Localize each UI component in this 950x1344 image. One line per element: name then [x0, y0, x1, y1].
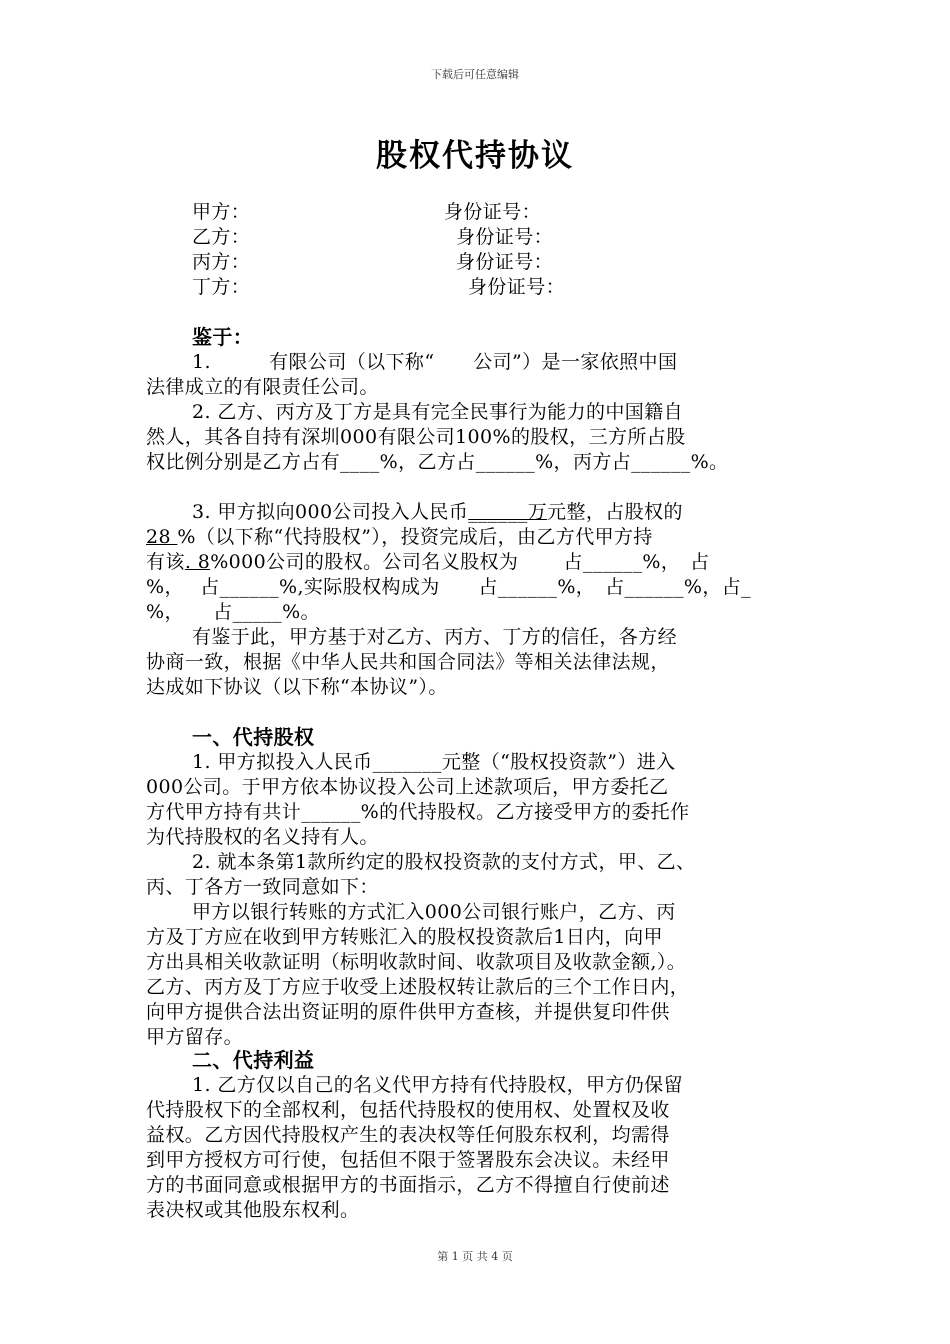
blank-field: _	[741, 576, 752, 598]
section2-c1-line: 到甲方授权方可行使，包括但不限于签署股东会决议。未经甲	[146, 1149, 670, 1171]
text-run: %。	[282, 601, 320, 623]
whereas-p4-line: 达成如下协议（以下称“本协议”）。	[146, 676, 448, 698]
section1-c2-line: 2. 就本条第1款所约定的股权投资款的支付方式，甲、乙、	[192, 851, 696, 873]
whereas-p2-line: 然人，其各自持有深圳000有限公司100%的股权，三方所占股	[146, 426, 686, 448]
whereas-p2-line: 2. 乙方、丙方及丁方是具有完全民事行为能力的中国籍自	[192, 401, 683, 423]
blank-field: ______	[582, 551, 643, 573]
section1-c2-body-line: 向甲方提供合法出资证明的原件供甲方查核，并提供复印件供	[146, 1001, 670, 1023]
whereas-p3-line	[192, 500, 683, 525]
section1-c1-line: 为代持股权的名义持有人。	[146, 826, 379, 848]
section-heading-equity: 一、代持股权	[192, 725, 315, 749]
blank-field: ______	[301, 801, 361, 823]
text-run: %，乙方占	[379, 451, 476, 473]
section1-c2-body-line: 甲方留存。	[146, 1026, 244, 1048]
percent-field: 28	[146, 526, 178, 548]
section1-c2-body-line: 方及丁方应在收到甲方转账汇入的股权投资款后1日内，向甲	[146, 926, 663, 948]
section-heading-interests: 二、代持利益	[192, 1048, 315, 1072]
whereas-p1-line: 1. 有限公司（以下称“ 公司”）是一家依照中国	[192, 351, 678, 373]
section1-c2-body-line: 方出具相关收款证明（标明收款时间、收款项目及收款金额,）。	[146, 951, 687, 973]
whereas-p4-line: 有鉴于此，甲方基于对乙方、丙方、丁方的信任，各方经	[192, 626, 678, 648]
whereas-p4-line: 协商一致，根据《中华人民共和国合同法》等相关法律法规，	[146, 651, 670, 673]
whereas-p3-line	[146, 600, 320, 625]
text-run: 3. 甲方拟向000公司投入人民币	[192, 501, 469, 523]
text-run: 元整（“股权投资款”）进入	[441, 751, 676, 773]
text-run: 权比例分别是乙方占有	[146, 451, 341, 473]
blank-field: _____	[232, 601, 283, 623]
text-run: %000公司的股权。公司名义股权为 占	[210, 551, 583, 573]
blank-field: ____	[340, 451, 380, 473]
text-run: 1. 甲方拟投入人民币	[192, 751, 373, 773]
section1-c2-body-line: 甲方以银行转账的方式汇入000公司银行账户，乙方、丙	[192, 901, 676, 923]
party-yi-id: 身份证号：	[456, 226, 554, 248]
text-run: %。	[690, 451, 729, 473]
text-run: %（以下称“代持股权”），投资完成后，由乙方代甲方持	[177, 526, 653, 548]
page-footer: 第 1 页 共 4 页	[437, 1250, 513, 1263]
text-run: 元整，占股权的	[547, 501, 683, 523]
text-run: %的代持股权。乙方接受甲方的委托作	[360, 801, 690, 823]
whereas-p3-line	[146, 550, 710, 575]
party-jia-id: 身份证号：	[444, 201, 542, 223]
whereas-heading: 鉴于：	[192, 325, 254, 349]
text-run: %， 占	[146, 576, 220, 598]
blank-field: ______	[475, 451, 536, 473]
section1-c2-body-line: 乙方、丙方及丁方应于收受上述股权转让款后的三个工作日内，	[146, 976, 690, 998]
amount-field: ______万	[468, 501, 548, 523]
section1-c1-line	[146, 800, 689, 825]
blank-field: ______	[624, 576, 684, 598]
text-run: 方代甲方持有共计	[146, 801, 302, 823]
text-run: %， 占	[642, 551, 710, 573]
section2-c1-line: 方的书面同意或根据甲方的书面指示，乙方不得擅自行使前述	[146, 1174, 670, 1196]
text-run: %，丙方占	[535, 451, 632, 473]
blank-field: ______	[497, 576, 558, 598]
whereas-p3-line	[146, 575, 751, 600]
party-yi-label: 乙方：	[192, 226, 251, 248]
section2-c1-line: 代持股权下的全部权利，包括代持股权的使用权、处置权及收	[146, 1099, 670, 1121]
party-ding-label: 丁方：	[192, 276, 251, 298]
section1-c2-line: 丙、丁各方一致同意如下：	[146, 876, 379, 898]
whereas-p3-line	[146, 525, 653, 550]
text-run: %， 占	[557, 576, 625, 598]
text-run: %,实际股权构成为 占	[279, 576, 498, 598]
text-run: %，占	[683, 576, 742, 598]
party-ding-id: 身份证号：	[468, 276, 566, 298]
whereas-p1-line: 法律成立的有限责任公司。	[146, 376, 379, 398]
party-bing-label: 丙方：	[192, 251, 251, 273]
text-run: %， 占	[146, 601, 233, 623]
party-jia-label: 甲方：	[192, 201, 251, 223]
text-run: 有该	[146, 551, 185, 573]
blank-field: ______	[219, 576, 279, 598]
party-bing-id: 身份证号：	[456, 251, 554, 273]
section2-c1-line: 表决权或其他股东权利。	[146, 1199, 360, 1221]
document-title: 股权代持协议	[376, 138, 574, 174]
section1-c1-line	[192, 750, 676, 775]
blank-field: _______	[372, 751, 442, 773]
whereas-p2-line	[146, 450, 728, 475]
section1-c1-line: 000公司。于甲方依本协议投入公司上述款项后，甲方委托乙	[146, 776, 669, 798]
section2-c1-line: 益权。乙方因代持股权产生的表决权等任何股东权利，均需得	[146, 1124, 670, 1146]
section2-c1-line: 1. 乙方仅以自己的名义代甲方持有代持股权，甲方仍保留	[192, 1074, 683, 1096]
page-header: 下载后可任意编辑	[431, 68, 519, 81]
percent-field: . 8	[184, 551, 211, 573]
blank-field: ______	[631, 451, 691, 473]
